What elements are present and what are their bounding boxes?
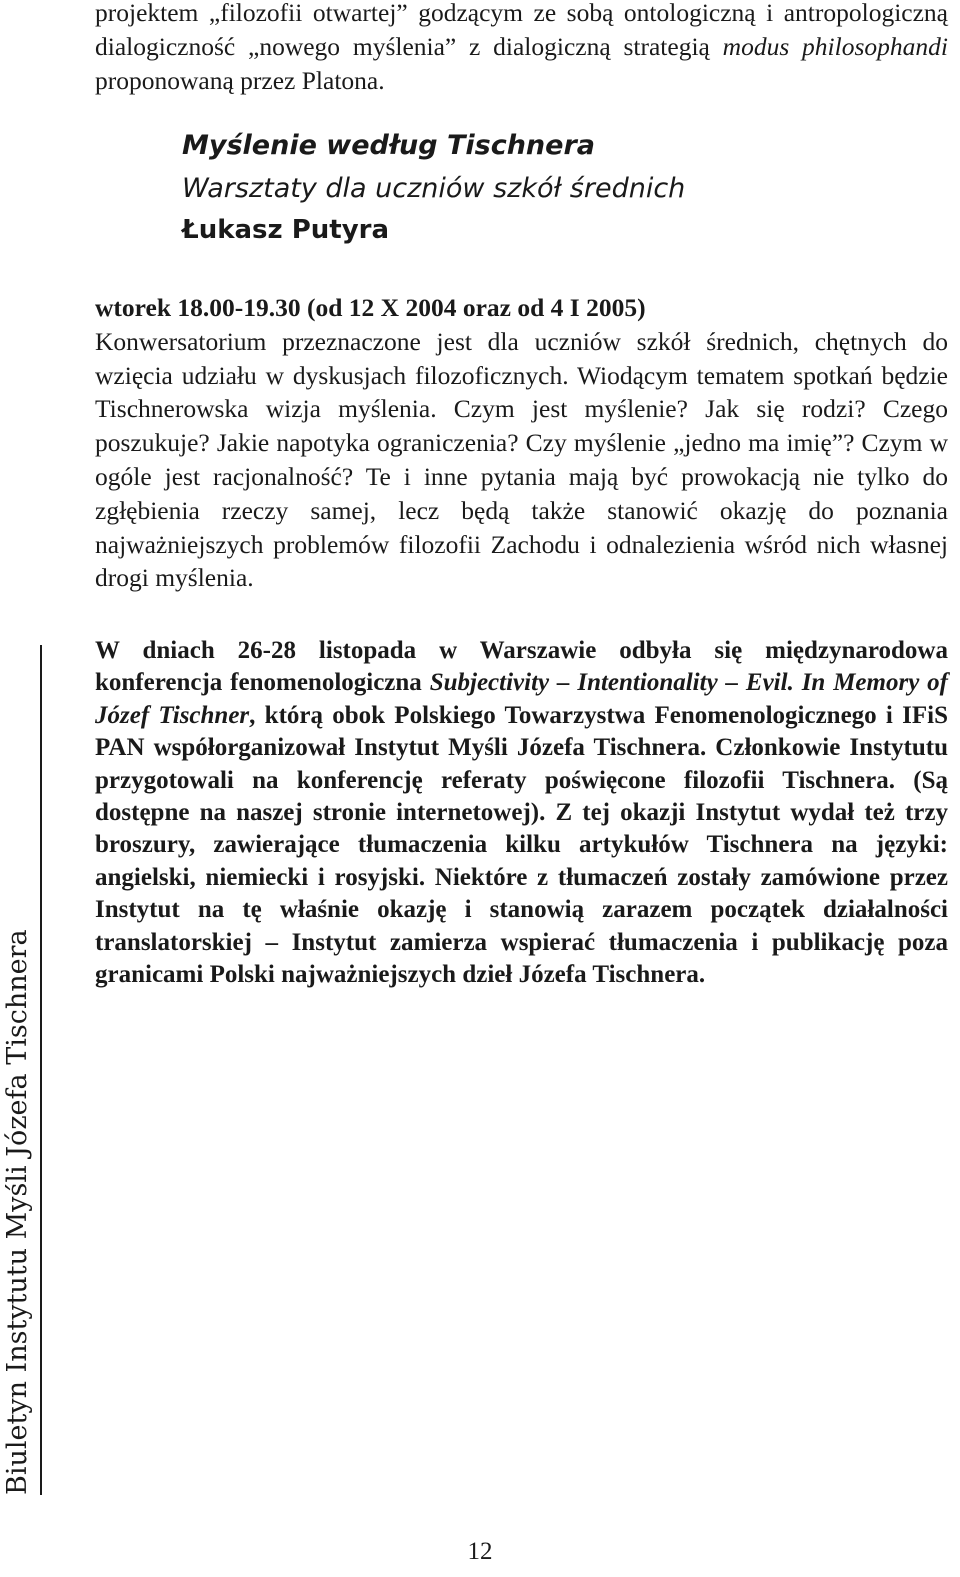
conference-text-end: , którą obok Polskiego Towarzystwa Fenomenologicznego i IFiS PAN współorganizował Instytut Myśli Józefa Tischnera. Członkowie Instytutu przygotowali na konferencję referaty poświęcone filozofii Tischnera. (Są dostępne na naszej stronie internetowej). Z tej okazji Instytut wydał też trzy broszury, zawierające tłumaczenia kilku artykułów Tischnera na języki: angielski, niemiecki i rosyjski. Niektóre z tłumaczeń zostały zamówione przez Instytut na tę właśnie okazję i stanowią zarazem początek działalności translatorskiej – Instytut zamierza wspierać tłumaczenia i publikację poza granicami Polski najważniejszych dzieł Józefa Tischnera.	[95, 701, 948, 989]
sidebar-title-text: Biuletyn Instytutu Myśli Józefa Tischnera	[2, 929, 33, 1495]
conference-text: W dniach 26-28 listopada w Warszawie odbyła się międzynarodowa konferencja fenomenologiczna	[95, 637, 948, 697]
conference-section	[95, 635, 948, 991]
schedule-time: wtorek 18.00-19.30 (od 12 X 2004 oraz od 4 I 2005)	[95, 293, 646, 322]
schedule-description: Konwersatorium przeznaczone jest dla uczniów szkół średnich, chętnych do wzięcia udziału w dyskusjach filozoficznych. Wiodącym tematem spotkań będzie Tischnerowska wizja myślenia. Czym jest myślenie? Jak się rodzi? Czego poszukuje? Jakie napotyka ograniczenia? Czy myślenie „jedno ma imię”? Czym w ogóle jest racjonalność? Te i inne pytania mają być prowokacją nie tylko do zgłębienia rzeczy samej, lecz będą także stanowić okazję do poznania najważniejszych problemów filozofii Zachodu i odnalezienia wśród nich własnej drogi myślenia.	[95, 326, 948, 593]
conference-title: Subjectivity – Intentionality – Evil. In Memory of Józef Tischner	[95, 669, 948, 729]
workshop-author: Łukasz Putyra	[182, 215, 390, 245]
schedule-section	[95, 291, 948, 595]
intro-text: projektem „filozofii otwartej” godzącym ze sobą ontologiczną i antropologiczną dialogiczność „nowego myślenia” z dialogiczną strategią	[95, 0, 948, 61]
intro-text-end: proponowaną przez Platona.	[95, 65, 385, 95]
sidebar-rule	[40, 645, 42, 1495]
sidebar-title	[0, 929, 33, 1496]
intro-paragraph	[95, 0, 948, 97]
page-number: 12	[467, 1538, 493, 1565]
workshop-subtitle: Warsztaty dla uczniów szkół średnich	[182, 173, 686, 204]
intro-emphasis: modus philosophandi	[722, 31, 948, 61]
workshop-title: Myślenie według Tischnera	[182, 130, 595, 161]
